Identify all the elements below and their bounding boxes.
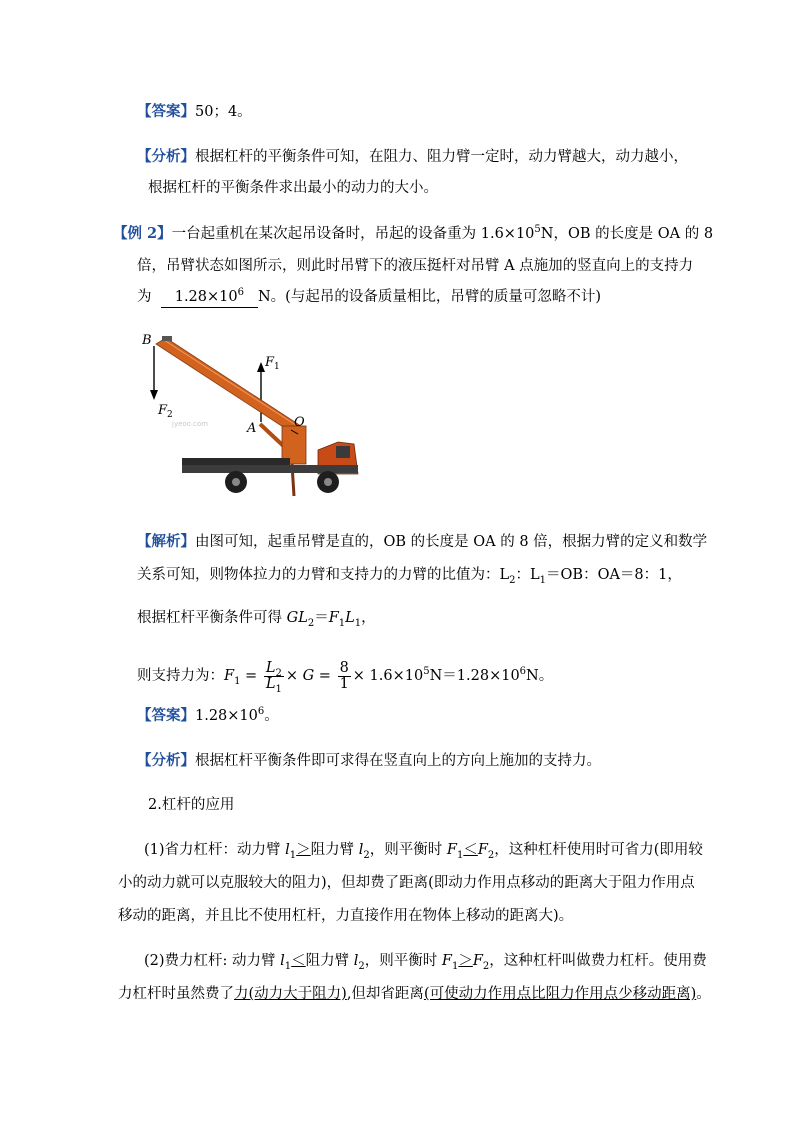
- sub: 1: [456, 849, 464, 861]
- var-f1: F: [441, 953, 452, 969]
- var-l1: l: [280, 953, 285, 969]
- frac-num: 8: [339, 659, 349, 676]
- period: 。: [264, 708, 279, 724]
- symbol-lt: ＜: [291, 953, 306, 969]
- solution-text-4d: N。: [526, 668, 554, 684]
- sub: 1: [234, 675, 241, 687]
- equals: =: [314, 668, 336, 684]
- item-2-line1: [144, 951, 707, 971]
- item-2-line2: [118, 984, 711, 1004]
- sub: 1: [354, 617, 362, 629]
- sub: 2: [509, 574, 516, 586]
- frac-den: 1: [339, 675, 349, 692]
- var-f1: F: [446, 842, 457, 858]
- item-1-text-b: 阻力臂: [310, 842, 359, 858]
- item-1-line1: [144, 840, 703, 860]
- sub: 1: [289, 849, 297, 861]
- exponent: 5: [423, 666, 430, 678]
- watermark: jyeoo.com: [172, 420, 209, 428]
- item-1-text-c: ，则平衡时: [369, 842, 447, 858]
- answer-2: [137, 706, 279, 726]
- example-2-text-b: N，OB 的长度是 OA 的 8: [540, 226, 714, 242]
- analysis-2: [137, 751, 601, 771]
- underlined-force: 力: [234, 986, 249, 1002]
- frac-num: L: [265, 659, 276, 676]
- crane-figure: [142, 326, 374, 498]
- frac-den: L: [265, 675, 276, 692]
- solution-text-2c: ＝OB：OA＝8：1，: [546, 567, 682, 583]
- times: ×: [285, 668, 303, 684]
- wheel-front-hub: [324, 478, 332, 486]
- sub: 2: [307, 617, 315, 629]
- label-f1: $F_1$: [265, 355, 280, 372]
- boom-tip: [162, 336, 172, 341]
- var-l1: l: [285, 842, 290, 858]
- solution-text-4c: N＝1.28×10: [429, 668, 520, 684]
- blank-exponent: 6: [237, 287, 244, 299]
- f1-arrowhead: [257, 362, 265, 372]
- example-2-line3: [137, 287, 601, 308]
- sub: 2: [363, 849, 370, 861]
- fraction-8-1: [338, 661, 351, 692]
- blank-value: 1.28×10: [174, 289, 238, 305]
- exponent: 5: [534, 224, 541, 236]
- equals: =: [240, 668, 262, 684]
- item-1-text-d: ，这种杠杆使用时可省力(即用较: [494, 842, 703, 858]
- exponent: 6: [257, 706, 265, 718]
- exponent: 6: [519, 666, 527, 678]
- solution-line4: [137, 656, 553, 696]
- sub: 1: [284, 960, 292, 972]
- answer-text: 50；4。: [195, 104, 252, 120]
- sub: 1: [539, 574, 547, 586]
- analysis-tag: 【分析】: [137, 752, 195, 769]
- var-l2: l: [358, 842, 364, 858]
- analysis-2-text: 根据杠杆平衡条件即可求得在竖直向上的方向上施加的支持力。: [195, 753, 601, 769]
- solution-line3: [137, 608, 376, 628]
- solution-text-2a: 关系可知，则物体拉力的力臂和支持力的力臂的比值为：L: [137, 567, 510, 583]
- solution-text-2b: ：L: [515, 567, 540, 583]
- boom-highlight: [164, 340, 302, 429]
- var-l: L: [345, 610, 355, 626]
- label-b: B: [142, 333, 152, 348]
- label-f2: $F_2$: [158, 403, 173, 420]
- fraction-l2-l1: [264, 659, 284, 695]
- item-1-line2: 小的动力就可以克服较大的阻力)，但却费了距离(即动力作用点移动的距离大于阻力作用点: [118, 875, 695, 891]
- item-2-text-a: (2)费力杠杆: 动力臂: [144, 953, 281, 969]
- item-2-text-d: ，这种杠杆叫做费力杠杆。使用费: [489, 953, 707, 969]
- item-2-text-2a: 力杠杆时虽然费了: [118, 986, 234, 1002]
- label-a: A: [247, 421, 257, 436]
- sub: 2: [275, 667, 282, 679]
- solution-text-3a: 根据杠杆平衡条件可得: [137, 610, 287, 626]
- var-f2: F: [472, 953, 483, 969]
- answer-1: [137, 102, 252, 122]
- analysis-1-line2: 根据杠杆的平衡条件求出最小的动力的大小。: [148, 180, 438, 196]
- var-f: F: [328, 610, 339, 626]
- truck-flatbed: [182, 458, 290, 465]
- f2-arrowhead: [150, 390, 158, 400]
- symbol-gt: ＞: [458, 953, 473, 969]
- item-2-text-b: 阻力臂: [305, 953, 354, 969]
- example-2-text-c: 为: [137, 289, 152, 305]
- answer-blank: [161, 287, 258, 308]
- solution-text-4b: × 1.6×10: [352, 668, 424, 684]
- symbol-gt: ＞: [296, 842, 311, 858]
- solution-text-4a: 则支持力为：: [137, 668, 224, 684]
- label-o: O: [294, 415, 305, 430]
- item-1-text-a: (1)省力杠杆：动力臂: [144, 842, 286, 858]
- var-gl: GL: [286, 610, 308, 626]
- answer-tag: 【答案】: [137, 103, 195, 120]
- example-2-line2: 倍，吊臂状态如图所示，则此时吊臂下的液压挺杆对吊臂 A 点施加的竖直向上的支持力: [137, 258, 694, 274]
- sub: 2: [358, 960, 365, 972]
- var-f2: F: [477, 842, 488, 858]
- section-title: 2.杠杆的应用: [148, 797, 235, 813]
- solution-line2: [137, 565, 682, 585]
- period: 。: [696, 986, 711, 1002]
- example-2-text-a: 一台起重机在某次起吊设备时，吊起的设备重为 1.6×10: [171, 226, 535, 242]
- var-f1: F: [224, 668, 235, 684]
- sub: 1: [275, 683, 282, 695]
- answer-tag: 【答案】: [137, 707, 195, 724]
- wheel-rear-hub: [232, 478, 240, 486]
- sub: 2: [487, 849, 495, 861]
- answer-text: 1.28×10: [195, 708, 258, 724]
- underlined-note: (动力大于阻力): [248, 986, 347, 1002]
- var-l2: l: [353, 953, 359, 969]
- item-2-text-2c: ,但却省距离: [346, 986, 424, 1002]
- example-2-text-d: N。(与起吊的设备质量相比，吊臂的质量可忽略不计): [257, 289, 601, 305]
- var-g: G: [302, 668, 315, 684]
- item-1-line3: 移动的距离，并且比不使用杠杆，力直接作用在物体上移动的距离大)。: [118, 908, 574, 924]
- equals: ＝: [314, 610, 329, 626]
- solution-tag: 【解析】: [137, 533, 195, 550]
- sub: 1: [451, 960, 459, 972]
- solution-line1: [137, 532, 707, 552]
- sub: 2: [482, 960, 490, 972]
- item-2-text-c: ，则平衡时: [364, 953, 442, 969]
- sub: 1: [338, 617, 346, 629]
- example-2-line1: [113, 224, 713, 244]
- comma: ，: [361, 610, 376, 626]
- symbol-lt: ＜: [463, 842, 478, 858]
- example-tag: 【例 2】: [113, 225, 172, 242]
- analysis-tag: 【分析】: [137, 148, 195, 165]
- underlined-note-2: (可使动力作用点比阻力作用点少移动距离): [423, 986, 697, 1002]
- solution-text-1: 由图可知，起重吊臂是直的，OB 的长度是 OA 的 8 倍，根据力臂的定义和数学: [195, 534, 708, 550]
- analysis-1-text: 根据杠杆的平衡条件可知，在阻力、阻力臂一定时，动力臂越大，动力越小，: [195, 149, 688, 165]
- cab-window: [336, 446, 350, 458]
- analysis-1-line1: [137, 147, 688, 167]
